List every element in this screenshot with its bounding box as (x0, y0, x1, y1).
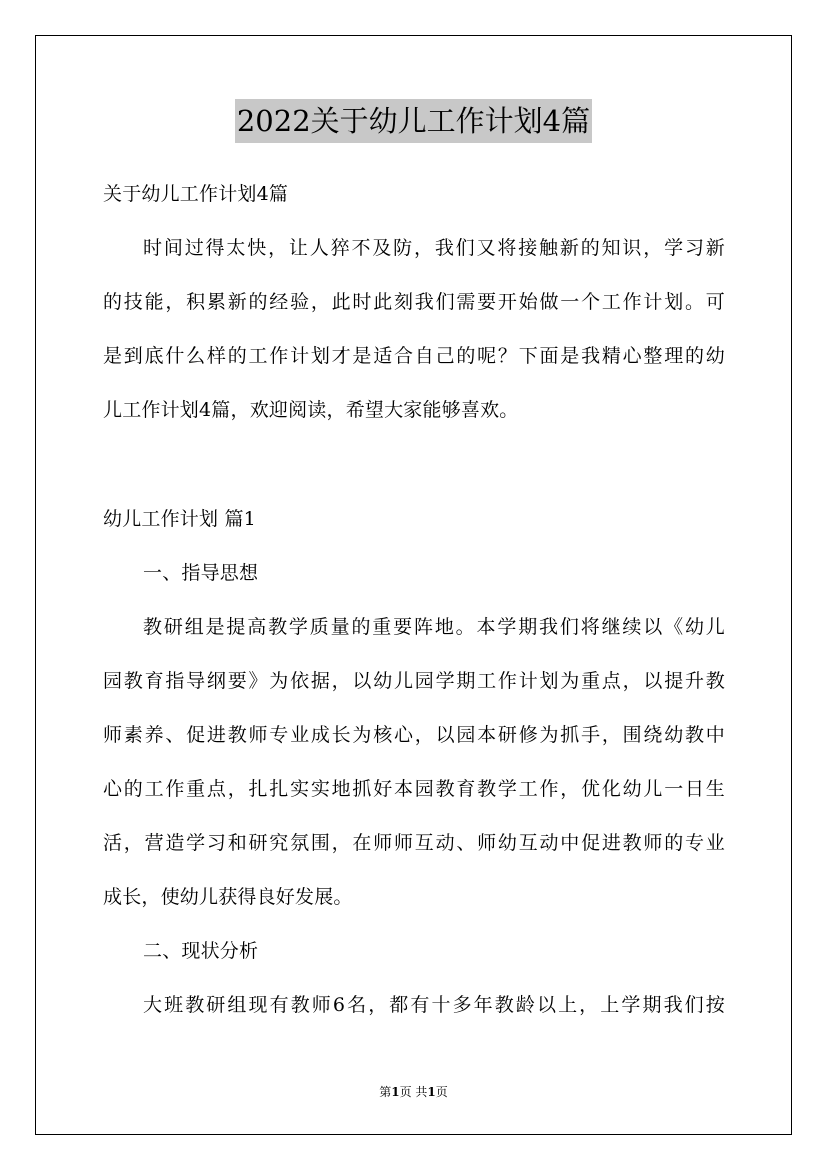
footer-page-mid: 页 共 (399, 1085, 428, 1099)
page-footer (0, 1084, 827, 1100)
subtitle-line: 关于幼儿工作计划4篇 (103, 183, 289, 205)
intro-paragraph-line-3: 是到底什么样的工作计划才是适合自己的呢？下面是我精心整理的幼 (103, 345, 725, 367)
footer-page-total: 1 (427, 1085, 436, 1099)
footer-page-suffix: 页 (435, 1085, 448, 1099)
guiding-paragraph-line-5: 活，营造学习和研究氛围，在师师互动、师幼互动中促进教师的专业 (103, 832, 725, 854)
intro-paragraph-line-4: 儿工作计划4篇，欢迎阅读，希望大家能够喜欢。 (103, 399, 519, 421)
intro-paragraph-line-1: 时间过得太快，让人猝不及防，我们又将接触新的知识，学习新 (143, 237, 725, 259)
document-title: 2022关于幼儿工作计划4篇 (235, 99, 592, 143)
guiding-paragraph-line-3: 师素养、促进教师专业成长为核心，以园本研修为抓手，围绕幼教中 (103, 724, 725, 746)
guiding-paragraph-line-2: 园教育指导纲要》为依据，以幼儿园学期工作计划为重点，以提升教 (103, 670, 725, 692)
subheading-status-analysis: 二、现状分析 (143, 940, 259, 962)
footer-page-prefix: 第 (379, 1085, 392, 1099)
status-paragraph-line-1: 大班教研组现有教师6名，都有十多年教龄以上，上学期我们按 (143, 994, 725, 1016)
guiding-paragraph-line-6: 成长，使幼儿获得良好发展。 (103, 886, 353, 908)
guiding-paragraph-line-4: 心的工作重点，扎扎实实地抓好本园教育教学工作，优化幼儿一日生 (103, 778, 725, 800)
section-heading-part-1: 幼儿工作计划 篇1 (103, 508, 256, 530)
footer-page-current: 1 (391, 1085, 400, 1099)
intro-paragraph-line-2: 的技能，积累新的经验，此时此刻我们需要开始做一个工作计划。可 (103, 291, 725, 313)
subheading-guiding-idea: 一、指导思想 (143, 562, 259, 584)
title-container (0, 99, 827, 143)
guiding-paragraph-line-1: 教研组是提高教学质量的重要阵地。本学期我们将继续以《幼儿 (143, 616, 725, 638)
